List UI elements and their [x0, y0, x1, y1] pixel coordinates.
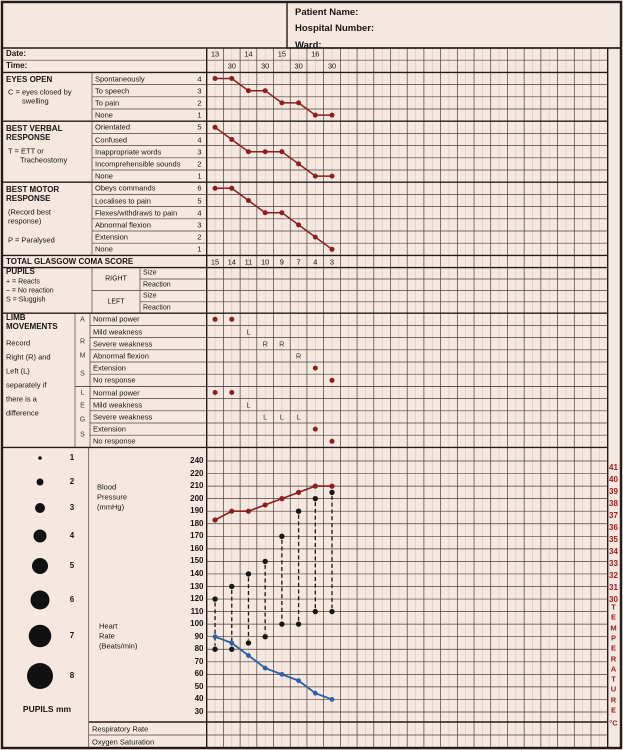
- gcs-row-score: 6: [197, 183, 202, 193]
- temperature-axis-tick: 32: [609, 571, 618, 580]
- temperature-axis-tick: 30: [609, 595, 618, 604]
- gcs-section-note: C = eyes closed by: [8, 87, 72, 97]
- oxygen-saturation-label: Oxygen Saturation: [92, 736, 155, 746]
- limb-note: there is a: [6, 394, 37, 404]
- gcs-total-label: TOTAL GLASGOW COMA SCORE: [6, 256, 134, 266]
- gcs-row-label: None: [95, 244, 113, 254]
- gcs-total-value: 14: [227, 256, 236, 266]
- time-value: 30: [227, 61, 236, 71]
- pupil-scale-label: PUPILS mm: [22, 703, 72, 714]
- bp-axis-title: Blood: [97, 482, 117, 492]
- gcs-total-value: 11: [244, 256, 253, 266]
- temperature-axis-letter: R: [610, 694, 617, 704]
- leg-row-label: Severe weakness: [93, 412, 153, 422]
- gcs-section-title: BEST MOTOR: [6, 185, 60, 194]
- gcs-section-note: P = Paralysed: [8, 235, 55, 245]
- temperature-axis-letter: E: [610, 612, 617, 622]
- bp-axis-tick: 170: [190, 531, 204, 541]
- gcs-row-score: 2: [197, 232, 202, 242]
- limb-note: difference: [6, 408, 39, 418]
- legs-letter: G: [79, 416, 86, 423]
- gcs-section-note: T = ETT or: [8, 146, 44, 156]
- bp-axis-tick: 50: [194, 681, 204, 691]
- gcs-row-score: 2: [197, 159, 202, 169]
- gcs-row-label: Spontaneously: [95, 73, 145, 83]
- gcs-row-score: 4: [197, 207, 202, 217]
- temperature-axis-tick: 34: [609, 547, 618, 556]
- gcs-row-label: To speech: [95, 85, 130, 95]
- gcs-row-score: 5: [197, 122, 202, 132]
- gcs-row-score: 3: [197, 220, 202, 230]
- gcs-section-title: RESPONSE: [6, 133, 51, 142]
- ward-label: Ward:: [295, 40, 322, 51]
- gcs-row-label: Obeys commands: [95, 183, 156, 193]
- gcs-section-note: Tracheostomy: [20, 155, 68, 165]
- arms-letter: R: [79, 338, 86, 346]
- gcs-row-label: To pain: [95, 98, 120, 108]
- temperature-axis-tick: 35: [609, 535, 618, 544]
- limb-mark-letter: L: [246, 326, 251, 336]
- pupils-side-right: RIGHT: [105, 275, 127, 283]
- gcs-row-score: 1: [197, 171, 202, 181]
- arm-row-label: Normal power: [93, 314, 140, 324]
- limb-note: Right (R) and: [6, 352, 51, 362]
- arm-row-label: Abnormal flexion: [93, 351, 149, 361]
- limb-note: separately if: [6, 380, 47, 390]
- hr-axis-title: Heart: [99, 621, 118, 631]
- bp-axis-tick: 190: [190, 506, 204, 516]
- limb-mark-letter: L: [296, 412, 301, 422]
- pupil-scale-number: 7: [69, 631, 75, 640]
- gcs-total-value: 9: [279, 256, 284, 266]
- bp-axis-tick: 30: [194, 707, 204, 716]
- bp-axis-title: Pressure: [97, 492, 128, 502]
- temperature-axis-letter: T: [611, 674, 616, 684]
- temperature-axis-letter: T: [611, 602, 616, 612]
- temperature-axis-letter: P: [610, 633, 617, 643]
- bp-axis-tick: 150: [190, 556, 204, 566]
- bp-axis-tick: 240: [190, 456, 204, 465]
- pupils-note: – = No reaction: [6, 287, 54, 294]
- arm-row-label: No response: [93, 375, 136, 385]
- gcs-row-label: Flexes/withdraws to pain: [95, 207, 178, 217]
- limb-note: Record: [6, 338, 31, 348]
- limb-mark-letter: R: [295, 351, 302, 361]
- pupil-scale-number: 6: [69, 595, 75, 604]
- gcs-total-value: 10: [261, 256, 270, 266]
- gcs-total-value: 15: [210, 256, 220, 266]
- bp-axis-tick: 180: [190, 518, 204, 528]
- pupil-scale-number: 2: [69, 477, 75, 486]
- gcs-row-label: Inappropriate words: [95, 146, 162, 156]
- hospital-number-label: Hospital Number:: [295, 23, 375, 34]
- temperature-axis-tick: 38: [609, 499, 618, 508]
- bp-axis-tick: 70: [194, 656, 204, 666]
- gcs-row-label: Confused: [95, 134, 128, 144]
- pupils-note: S = Sluggish: [6, 296, 46, 303]
- bp-axis-tick: 160: [190, 543, 204, 553]
- bp-axis-tick: 60: [194, 669, 204, 679]
- gcs-row-score: 3: [197, 146, 202, 156]
- bp-axis-tick: 200: [190, 493, 204, 503]
- gcs-row-score: 3: [197, 85, 202, 95]
- gcs-row-label: Abnormal flexion: [95, 220, 151, 230]
- leg-row-label: No response: [93, 436, 136, 446]
- bp-axis-tick: 40: [194, 694, 204, 704]
- temperature-axis-tick: 39: [609, 487, 618, 496]
- gcs-section-note: (Record best: [8, 207, 51, 217]
- bp-axis-tick: 80: [194, 644, 204, 654]
- arm-row-label: Severe weakness: [93, 338, 153, 348]
- gcs-row-score: 4: [197, 134, 202, 144]
- gcs-row-label: Extension: [95, 232, 128, 242]
- limb-title: MOVEMENTS: [6, 322, 58, 331]
- gcs-section-note: swelling: [22, 96, 49, 106]
- gcs-row-label: None: [95, 110, 113, 120]
- bp-axis-title: (mmHg): [97, 502, 125, 512]
- pupil-scale-number: 3: [69, 503, 75, 512]
- limb-mark-letter: R: [279, 338, 285, 348]
- pupil-scale-number: 1: [69, 453, 75, 462]
- temperature-axis-tick: 40: [609, 475, 618, 484]
- hr-axis-title: Rate: [99, 631, 115, 641]
- time-row-label: Time:: [6, 61, 28, 71]
- gcs-row-score: 1: [197, 244, 202, 254]
- respiratory-rate-label: Respiratory Rate: [92, 723, 149, 733]
- pupils-title: PUPILS: [6, 267, 35, 276]
- bp-axis-tick: 90: [194, 631, 204, 641]
- limb-mark-letter: L: [279, 412, 284, 422]
- temperature-axis-letter: U: [610, 684, 617, 694]
- bp-axis-tick: 110: [190, 606, 204, 616]
- gcs-total-value: 7: [296, 256, 301, 266]
- legs-letter: S: [80, 431, 85, 439]
- pupil-scale-number: 5: [69, 561, 75, 570]
- date-value: 15: [277, 49, 287, 59]
- gcs-section-note: response): [8, 216, 42, 226]
- temperature-axis-tick: 33: [609, 559, 618, 568]
- pupils-measure-label: Size: [143, 269, 157, 277]
- arms-letter: S: [80, 370, 85, 378]
- gcs-row-score: 2: [197, 98, 202, 108]
- hr-axis-title: (Beats/min): [99, 641, 138, 651]
- bp-axis-tick: 140: [190, 568, 204, 578]
- date-value: 16: [311, 49, 320, 59]
- leg-row-label: Extension: [93, 424, 126, 434]
- bp-axis-tick: 220: [190, 468, 204, 478]
- time-value: 30: [294, 61, 303, 71]
- temperature-axis-unit: °C: [609, 718, 618, 728]
- leg-row-label: Mild weakness: [93, 399, 143, 409]
- temperature-axis-tick: 31: [609, 583, 618, 592]
- limb-mark-letter: R: [262, 338, 268, 348]
- arms-letter: A: [80, 316, 85, 323]
- pupils-side-left: LEFT: [107, 298, 125, 306]
- gcs-row-label: Incomprehensible sounds: [95, 159, 181, 169]
- temperature-axis-letter: A: [610, 664, 617, 674]
- date-value: 13: [210, 49, 220, 59]
- gcs-row-score: 5: [197, 195, 202, 205]
- bp-axis-tick: 130: [190, 581, 204, 591]
- gcs-row-label: Orientated: [95, 122, 131, 132]
- gcs-row-label: Localises to pain: [95, 195, 151, 205]
- date-value: 14: [244, 49, 253, 59]
- pupils-note: + = Reacts: [6, 278, 40, 285]
- bp-axis-tick: 100: [190, 619, 204, 629]
- pupil-scale-number: 4: [69, 531, 75, 540]
- time-value: 30: [327, 61, 337, 71]
- pupil-scale-number: 8: [69, 671, 75, 680]
- gcs-section-title: RESPONSE: [6, 194, 51, 203]
- gcs-total-value: 4: [313, 256, 318, 266]
- gcs-row-label: None: [95, 171, 113, 181]
- temperature-axis-tick: 36: [609, 523, 618, 532]
- limb-title: LIMB: [6, 313, 26, 322]
- temperature-axis-letter: E: [610, 705, 617, 715]
- pupils-measure-label: Size: [143, 292, 157, 300]
- pupils-measure-label: Reaction: [143, 281, 171, 289]
- date-row-label: Date:: [6, 49, 27, 59]
- leg-row-label: Normal power: [93, 387, 140, 397]
- arms-letter: M: [79, 352, 86, 360]
- pupils-measure-label: Reaction: [143, 304, 171, 311]
- patient-name-label: Patient Name:: [295, 7, 359, 18]
- bp-axis-tick: 210: [190, 481, 204, 491]
- arm-row-label: Mild weakness: [93, 326, 143, 336]
- bp-axis-tick: 120: [190, 594, 204, 604]
- temperature-axis-letter: R: [610, 653, 617, 663]
- temperature-axis-letter: M: [610, 622, 617, 632]
- gcs-row-score: 1: [197, 110, 202, 120]
- gcs-section-title: BEST VERBAL: [6, 124, 63, 133]
- legs-letter: L: [80, 389, 85, 396]
- arm-row-label: Extension: [93, 363, 126, 373]
- gcs-row-score: 4: [197, 73, 202, 83]
- limb-note: Left (L): [6, 366, 30, 376]
- gcs-section-title: EYES OPEN: [6, 75, 53, 84]
- temperature-axis-tick: 37: [609, 511, 618, 520]
- temperature-axis-letter: E: [610, 643, 617, 653]
- time-value: 30: [261, 61, 270, 71]
- limb-mark-letter: L: [246, 399, 251, 409]
- temperature-axis-tick: 41: [609, 463, 618, 472]
- limb-mark-letter: L: [263, 412, 268, 422]
- legs-letter: E: [80, 402, 85, 410]
- gcs-total-value: 3: [329, 256, 335, 266]
